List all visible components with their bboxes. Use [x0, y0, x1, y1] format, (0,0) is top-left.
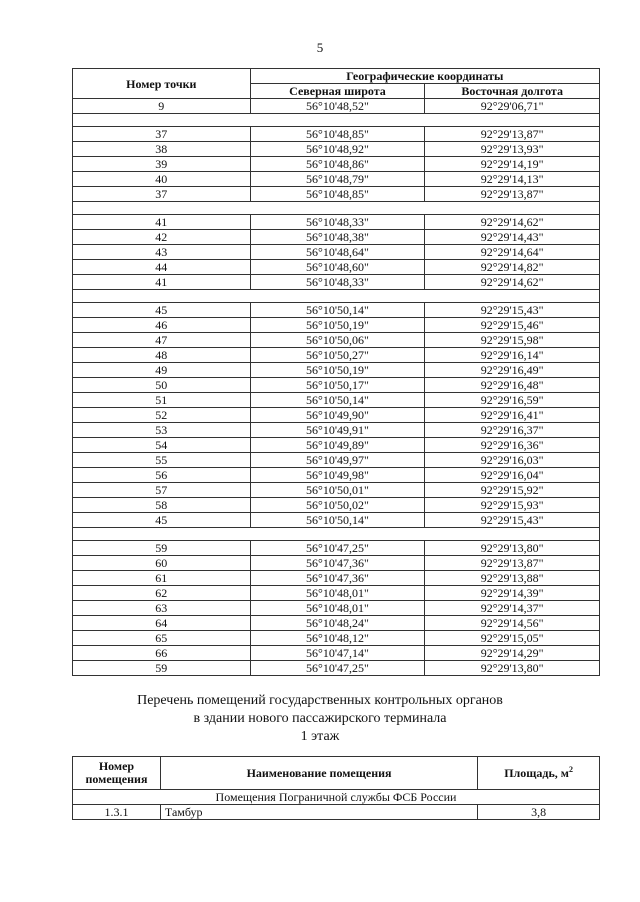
- table-row: [73, 275, 600, 290]
- coordinates-table: [72, 68, 600, 676]
- group-separator: [73, 290, 600, 303]
- point-number-cell: 49: [73, 363, 251, 378]
- header-room-area: Площадь, $м^2$: [478, 757, 600, 790]
- table-row: [73, 571, 600, 586]
- north-latitude-cell: 56°10'49,89": [250, 438, 425, 453]
- east-longitude-cell: 92°29'16,14": [425, 348, 600, 363]
- north-latitude-cell: 56°10'47,36": [250, 556, 425, 571]
- table-row: [73, 393, 600, 408]
- table-row: [73, 631, 600, 646]
- point-number-cell: 58: [73, 498, 251, 513]
- north-latitude-cell: 56°10'48,33": [250, 215, 425, 230]
- page-number: 5: [316, 40, 324, 55]
- table-row: [73, 215, 600, 230]
- table-row: [73, 453, 600, 468]
- north-latitude-cell: 56°10'50,19": [250, 363, 425, 378]
- east-longitude-cell: 92°29'14,39": [425, 586, 600, 601]
- point-number-cell: 60: [73, 556, 251, 571]
- table-row: [73, 378, 600, 393]
- table-row: [73, 333, 600, 348]
- east-longitude-cell: 92°29'15,46": [425, 318, 600, 333]
- table-row: [73, 541, 600, 556]
- room-name-cell: Тамбур: [160, 805, 477, 820]
- table-row: [73, 157, 600, 172]
- north-latitude-cell: 56°10'48,01": [250, 586, 425, 601]
- point-number-cell: 63: [73, 601, 251, 616]
- table-row: [73, 423, 600, 438]
- table-row: [73, 363, 600, 378]
- north-latitude-cell: 56°10'48,64": [250, 245, 425, 260]
- section-floor: 1 этаж: [300, 729, 340, 744]
- east-longitude-cell: 92°29'14,82": [425, 260, 600, 275]
- point-number-cell: 65: [73, 631, 251, 646]
- north-latitude-cell: 56°10'48,52": [250, 99, 425, 114]
- point-number-cell: 59: [73, 541, 251, 556]
- point-number-cell: 56: [73, 468, 251, 483]
- rooms-table: [72, 756, 600, 820]
- north-latitude-cell: 56°10'47,25": [250, 541, 425, 556]
- east-longitude-cell: 92°29'14,62": [425, 215, 600, 230]
- east-longitude-cell: 92°29'14,19": [425, 157, 600, 172]
- north-latitude-cell: 56°10'49,91": [250, 423, 425, 438]
- east-longitude-cell: 92°29'14,43": [425, 230, 600, 245]
- north-latitude-cell: 56°10'50,14": [250, 303, 425, 318]
- east-longitude-cell: 92°29'16,49": [425, 363, 600, 378]
- east-longitude-cell: 92°29'16,03": [425, 453, 600, 468]
- east-longitude-cell: 92°29'15,92": [425, 483, 600, 498]
- north-latitude-cell: 56°10'47,36": [250, 571, 425, 586]
- table-row: [73, 230, 600, 245]
- point-number-cell: 40: [73, 172, 251, 187]
- table-row: [73, 438, 600, 453]
- table-row: [73, 303, 600, 318]
- coordinates-body: [73, 99, 600, 676]
- point-number-cell: 61: [73, 571, 251, 586]
- table-row: [73, 187, 600, 202]
- table-row: [73, 127, 600, 142]
- north-latitude-cell: 56°10'48,79": [250, 172, 425, 187]
- point-number-cell: 52: [73, 408, 251, 423]
- east-longitude-cell: 92°29'13,88": [425, 571, 600, 586]
- north-latitude-cell: 56°10'50,19": [250, 318, 425, 333]
- table-row: [73, 498, 600, 513]
- point-number-cell: 41: [73, 275, 251, 290]
- east-longitude-cell: 92°29'13,80": [425, 541, 600, 556]
- north-latitude-cell: 56°10'48,38": [250, 230, 425, 245]
- section-title-line2: в здании нового пассажирского терминала: [193, 711, 447, 726]
- east-longitude-cell: 92°29'15,43": [425, 513, 600, 528]
- north-latitude-cell: 56°10'48,01": [250, 601, 425, 616]
- point-number-cell: 64: [73, 616, 251, 631]
- north-latitude-cell: 56°10'50,17": [250, 378, 425, 393]
- north-latitude-cell: 56°10'47,14": [250, 646, 425, 661]
- point-number-cell: 59: [73, 661, 251, 676]
- east-longitude-cell: 92°29'16,59": [425, 393, 600, 408]
- east-longitude-cell: 92°29'15,93": [425, 498, 600, 513]
- east-longitude-cell: 92°29'13,80": [425, 661, 600, 676]
- room-number-cell: 1.3.1: [73, 805, 161, 820]
- east-longitude-cell: 92°29'16,36": [425, 438, 600, 453]
- table-row: [73, 468, 600, 483]
- north-latitude-cell: 56°10'48,12": [250, 631, 425, 646]
- point-number-cell: 47: [73, 333, 251, 348]
- north-latitude-cell: 56°10'50,01": [250, 483, 425, 498]
- north-latitude-cell: 56°10'48,85": [250, 127, 425, 142]
- table-row: [73, 245, 600, 260]
- east-longitude-cell: 92°29'14,64": [425, 245, 600, 260]
- north-latitude-cell: 56°10'48,33": [250, 275, 425, 290]
- east-longitude-cell: 92°29'15,98": [425, 333, 600, 348]
- east-longitude-cell: 92°29'13,87": [425, 556, 600, 571]
- east-longitude-cell: 92°29'14,13": [425, 172, 600, 187]
- table-row: [73, 408, 600, 423]
- section-heading: [0, 692, 640, 746]
- north-latitude-cell: 56°10'47,25": [250, 661, 425, 676]
- east-longitude-cell: 92°29'14,37": [425, 601, 600, 616]
- east-longitude-cell: 92°29'16,41": [425, 408, 600, 423]
- table-row: [73, 483, 600, 498]
- table-row: [73, 616, 600, 631]
- point-number-cell: 48: [73, 348, 251, 363]
- point-number-cell: 66: [73, 646, 251, 661]
- header-room-number: Номер помещения: [73, 757, 161, 790]
- table-row: [73, 601, 600, 616]
- point-number-cell: 37: [73, 127, 251, 142]
- east-longitude-cell: 92°29'13,93": [425, 142, 600, 157]
- point-number-cell: 62: [73, 586, 251, 601]
- header-room-name: Наименование помещения: [160, 757, 477, 790]
- table-row: [73, 99, 600, 114]
- north-latitude-cell: 56°10'50,14": [250, 513, 425, 528]
- section-title-line1: Перечень помещений государственных контрольных органов: [137, 693, 503, 708]
- header-geo-coordinates: Географические координаты: [250, 69, 599, 84]
- east-longitude-cell: 92°29'16,48": [425, 378, 600, 393]
- point-number-cell: 42: [73, 230, 251, 245]
- north-latitude-cell: 56°10'48,60": [250, 260, 425, 275]
- point-number-cell: 55: [73, 453, 251, 468]
- north-latitude-cell: 56°10'49,97": [250, 453, 425, 468]
- table-row: [73, 661, 600, 676]
- north-latitude-cell: 56°10'49,98": [250, 468, 425, 483]
- header-east-longitude: Восточная долгота: [425, 84, 600, 99]
- table-row: [73, 348, 600, 363]
- room-area-cell: 3,8: [478, 805, 600, 820]
- north-latitude-cell: 56°10'50,14": [250, 393, 425, 408]
- north-latitude-cell: 56°10'48,85": [250, 187, 425, 202]
- point-number-cell: 45: [73, 513, 251, 528]
- point-number-cell: 57: [73, 483, 251, 498]
- east-longitude-cell: 92°29'15,43": [425, 303, 600, 318]
- east-longitude-cell: 92°29'13,87": [425, 127, 600, 142]
- point-number-cell: 45: [73, 303, 251, 318]
- point-number-cell: 43: [73, 245, 251, 260]
- point-number-cell: 37: [73, 187, 251, 202]
- table-row: [73, 513, 600, 528]
- group-separator: [73, 114, 600, 127]
- header-point-number: Номер точки: [73, 69, 251, 99]
- east-longitude-cell: 92°29'15,05": [425, 631, 600, 646]
- north-latitude-cell: 56°10'50,02": [250, 498, 425, 513]
- point-number-cell: 50: [73, 378, 251, 393]
- east-longitude-cell: 92°29'16,37": [425, 423, 600, 438]
- point-number-cell: 54: [73, 438, 251, 453]
- point-number-cell: 41: [73, 215, 251, 230]
- table-row: [73, 805, 600, 820]
- table-row: [73, 260, 600, 275]
- east-longitude-cell: 92°29'14,56": [425, 616, 600, 631]
- group-separator: [73, 528, 600, 541]
- table-row: [73, 318, 600, 333]
- point-number-cell: 44: [73, 260, 251, 275]
- point-number-cell: 53: [73, 423, 251, 438]
- north-latitude-cell: 56°10'48,86": [250, 157, 425, 172]
- table-row: [73, 172, 600, 187]
- north-latitude-cell: 56°10'50,27": [250, 348, 425, 363]
- table-row: [73, 586, 600, 601]
- north-latitude-cell: 56°10'49,90": [250, 408, 425, 423]
- table-row: [73, 556, 600, 571]
- group-separator: [73, 202, 600, 215]
- east-longitude-cell: 92°29'13,87": [425, 187, 600, 202]
- header-north-latitude: Северная широта: [250, 84, 425, 99]
- north-latitude-cell: 56°10'48,92": [250, 142, 425, 157]
- point-number-cell: 38: [73, 142, 251, 157]
- east-longitude-cell: 92°29'16,04": [425, 468, 600, 483]
- table-row: [73, 142, 600, 157]
- east-longitude-cell: 92°29'14,29": [425, 646, 600, 661]
- table-row: [73, 646, 600, 661]
- north-latitude-cell: 56°10'50,06": [250, 333, 425, 348]
- point-number-cell: 51: [73, 393, 251, 408]
- rooms-body: [73, 805, 600, 820]
- east-longitude-cell: 92°29'06,71": [425, 99, 600, 114]
- rooms-group-row: Помещения Пограничной службы ФСБ России: [73, 790, 600, 805]
- east-longitude-cell: 92°29'14,62": [425, 275, 600, 290]
- point-number-cell: 39: [73, 157, 251, 172]
- point-number-cell: 9: [73, 99, 251, 114]
- point-number-cell: 46: [73, 318, 251, 333]
- north-latitude-cell: 56°10'48,24": [250, 616, 425, 631]
